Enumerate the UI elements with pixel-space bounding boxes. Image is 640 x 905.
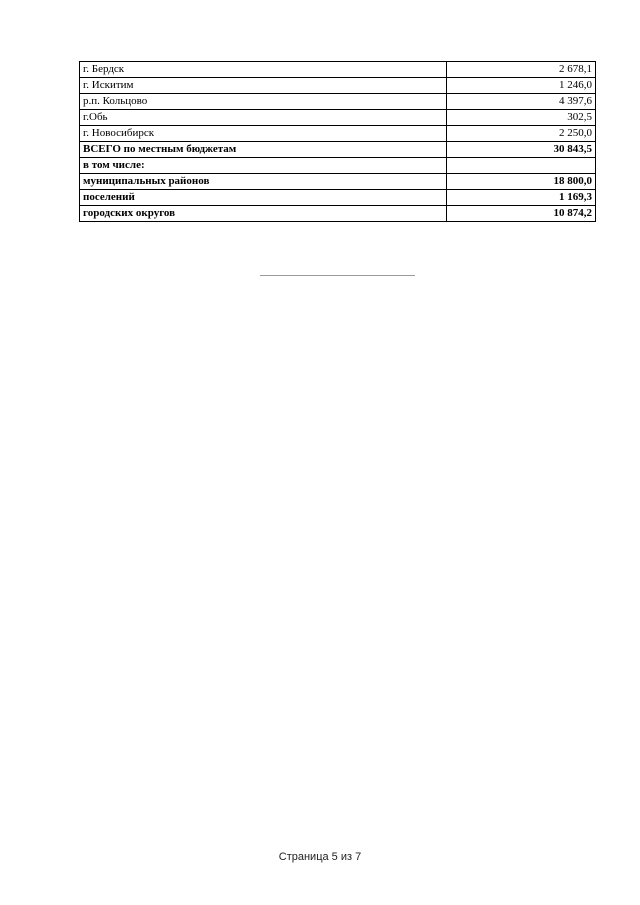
table-row: [80, 78, 596, 94]
row-name: поселений: [80, 190, 447, 206]
table-row: [80, 190, 596, 206]
row-name: г. Новосибирск: [80, 126, 447, 142]
row-name: г. Бердск: [80, 62, 447, 78]
row-value: 1 169,3: [447, 190, 596, 206]
section-divider: [260, 275, 415, 276]
row-value: 1 246,0: [447, 78, 596, 94]
table-row: [80, 62, 596, 78]
budget-table: [79, 61, 596, 222]
row-name: г. Искитим: [80, 78, 447, 94]
row-value: 302,5: [447, 110, 596, 126]
row-name: р.п. Кольцово: [80, 94, 447, 110]
row-name: г.Обь: [80, 110, 447, 126]
table-row-subheader: [80, 158, 596, 174]
row-name: муниципальных районов: [80, 174, 447, 190]
row-name: в том числе:: [80, 158, 447, 174]
row-name: ВСЕГО по местным бюджетам: [80, 142, 447, 158]
table-row-total: [80, 142, 596, 158]
table-row: [80, 94, 596, 110]
row-value: 30 843,5: [447, 142, 596, 158]
table-row: [80, 110, 596, 126]
page-footer: Страница 5 из 7: [278, 851, 362, 863]
row-value: 18 800,0: [447, 174, 596, 190]
row-value: 2 678,1: [447, 62, 596, 78]
row-value: 2 250,0: [447, 126, 596, 142]
row-value: 10 874,2: [447, 206, 596, 222]
table-row: [80, 126, 596, 142]
table-row: [80, 206, 596, 222]
row-name: городских округов: [80, 206, 447, 222]
row-value: 4 397,6: [447, 94, 596, 110]
row-value: [447, 158, 596, 174]
table-row: [80, 174, 596, 190]
